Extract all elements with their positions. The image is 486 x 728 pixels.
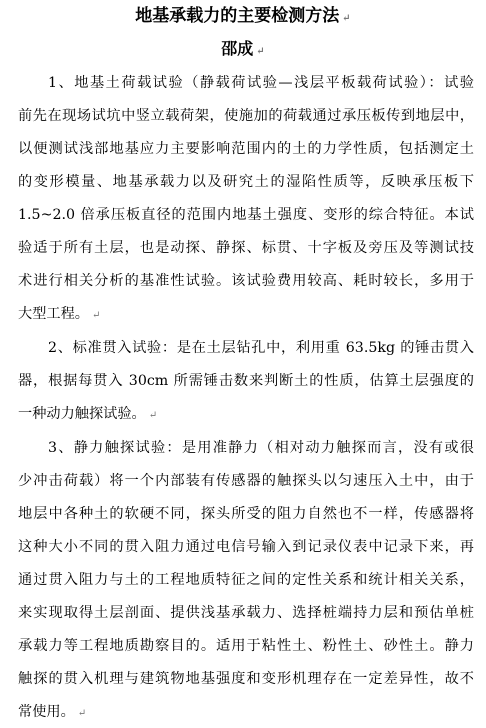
text-line: 以便测试浅部地基应力主要影响范围内的土的力学性质，包括测定土 [18,141,474,157]
text-line: 承载力等工程地质勘察目的。适用于粘性土、粉性土、砂性土。静力 [18,638,474,654]
text-line: 通过贯入阻力与土的工程地质特征之间的定性关系和统计相关关系， [18,572,474,588]
paragraph-mark-icon: ↵ [342,13,351,24]
paragraph-mark-icon: ↵ [256,46,265,57]
text-line: 验适于所有土层，也是动探、静探、标贯、十字板及旁压及等测试技 [18,240,474,256]
text-line: 3、静力触探试验：是用准静力（相对动力触探而言，没有或很 [48,440,474,456]
paragraph-mark-icon: ↵ [77,708,87,719]
document-author: 邵成 ↵ [221,39,265,58]
text-line: 术进行相关分析的基准性试验。该试验费用较高、耗时较长，多用于 [18,273,474,289]
text-line: 器，根据每贯入 30cm 所需锤击数来判断土的性质，估算土层强度的 [18,373,474,389]
text-line: 大型工程。 ↵ [18,306,101,322]
paragraph-mark-icon: ↵ [148,410,158,421]
text-line: 1.5~2.0 倍承压板直径的范围内地基土强度、变形的综合特征。本试 [18,207,474,223]
text-line: 来实现取得土层剖面、提供浅基承载力、选择桩端持力层和预估单桩 [18,605,474,621]
text-line: 常使用。 ↵ [18,704,87,720]
text-line: 的变形模量、地基承载力以及研究土的湿陷性质等，反映承压板下 [18,174,474,190]
document-title: 地基承载力的主要检测方法 ↵ [135,6,351,26]
text-line: 2、标准贯入试验：是在土层钻孔中，利用重 63.5kg 的锤击贯入 [48,340,474,356]
text-line: 少冲击荷载）将一个内部装有传感器的触探头以匀速压入土中，由于 [18,473,474,489]
text-line: 前先在现场试坑中竖立载荷架，使施加的荷载通过承压板传到地层中， [18,108,474,124]
text-line: 一种动力触探试验。 ↵ [18,406,158,422]
text-line: 触探的贯入机理与建筑物地基强度和变形机理存在一定差异性，故不 [18,671,474,687]
text-line: 地层中各种土的软硬不同，探头所受的阻力自然也不一样，传感器将 [18,506,474,522]
text-line: 1、地基土荷载试验（静载荷试验—浅层平板载荷试验）：试验 [48,75,474,91]
paragraph-mark-icon: ↵ [91,310,101,321]
text-line: 这种大小不同的贯入阻力通过电信号输入到记录仪表中记录下来，再 [18,539,474,555]
